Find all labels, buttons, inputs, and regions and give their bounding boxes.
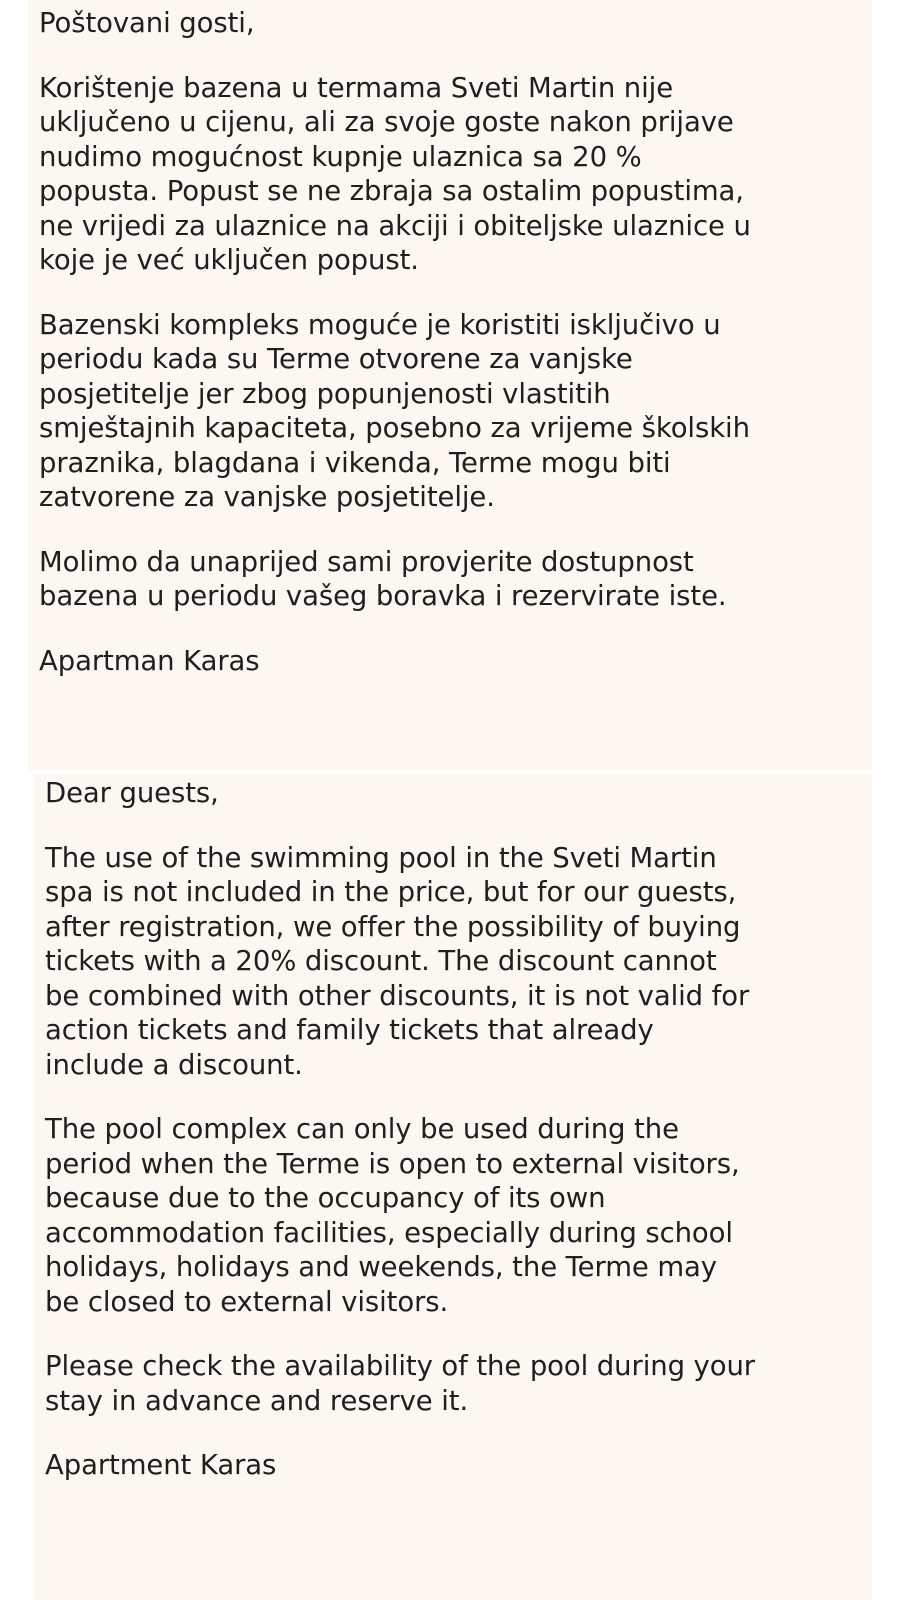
text-line: Molimo da unaprijed sami provjerite dostupnost: [39, 545, 694, 578]
text-line: after registration, we offer the possibility of buying: [45, 910, 741, 943]
croatian-paragraph-availability: [39, 308, 872, 515]
croatian-paragraph-pool-discount: [39, 71, 872, 278]
text-line: Apartman Karas: [39, 644, 260, 677]
english-paragraph-availability: [45, 1112, 872, 1319]
text-line: Korištenje bazena u termama Sveti Martin nije: [39, 71, 674, 104]
croatian-signature: [39, 644, 872, 679]
text-line: Dear guests,: [45, 777, 219, 809]
text-line: action tickets and family tickets that already: [45, 1014, 654, 1046]
croatian-paragraph-check-availability: [39, 545, 872, 614]
text-line: be combined with other discounts, it is not valid for: [45, 979, 750, 1012]
text-line: because due to the occupancy of its own: [45, 1182, 606, 1214]
text-line: koje je već uključen popust.: [39, 244, 419, 276]
english-signature: [45, 1448, 872, 1483]
text-line: be closed to external visitors.: [45, 1285, 449, 1318]
text-line: accommodation facilities, especially during school: [45, 1216, 733, 1249]
text-line: smještajnih kapaciteta, posebno za vrijeme školskih: [39, 412, 750, 444]
text-line: spa is not included in the price, but for our guests,: [45, 876, 737, 908]
english-message-panel: [34, 774, 872, 1600]
text-line: Bazenski kompleks moguće je koristiti isključivo u: [39, 308, 721, 341]
text-line: nudimo mogućnost kupnje ulaznica sa 20 %: [39, 140, 642, 173]
text-line: holidays, holidays and weekends, the Terme may: [45, 1251, 717, 1283]
croatian-greeting: [39, 6, 872, 41]
text-line: include a discount.: [45, 1048, 303, 1081]
text-line: The use of the swimming pool in the Sveti Martin: [45, 841, 717, 874]
text-line: Poštovani gosti,: [39, 7, 255, 39]
text-line: bazena u periodu vašeg boravka i rezervirate iste.: [39, 580, 727, 612]
english-paragraph-pool-discount: [45, 841, 872, 1083]
text-line: posjetitelje jer zbog popunjenosti vlastitih: [39, 377, 611, 410]
text-line: zatvorene za vanjske posjetitelje.: [39, 481, 495, 513]
text-line: praznika, blagdana i vikenda, Terme mogu biti: [39, 446, 671, 479]
text-line: uključeno u cijenu, ali za svoje goste nakon prijave: [39, 106, 734, 138]
croatian-message-panel: [28, 0, 872, 770]
text-line: stay in advance and reserve it.: [45, 1384, 469, 1417]
english-greeting: [45, 776, 872, 811]
text-line: Apartment Karas: [45, 1449, 277, 1481]
text-line: popusta. Popust se ne zbraja sa ostalim popustima,: [39, 175, 744, 207]
text-line: Please check the availability of the pool during your: [45, 1350, 755, 1382]
text-line: ne vrijedi za ulaznice na akciji i obiteljske ulaznice u: [39, 209, 751, 242]
text-line: period when the Terme is open to external visitors,: [45, 1147, 740, 1180]
text-line: periodu kada su Terme otvorene za vanjske: [39, 343, 633, 375]
english-paragraph-check-availability: [45, 1349, 872, 1418]
text-line: tickets with a 20% discount. The discount cannot: [45, 945, 717, 977]
text-line: The pool complex can only be used during the: [45, 1113, 679, 1145]
